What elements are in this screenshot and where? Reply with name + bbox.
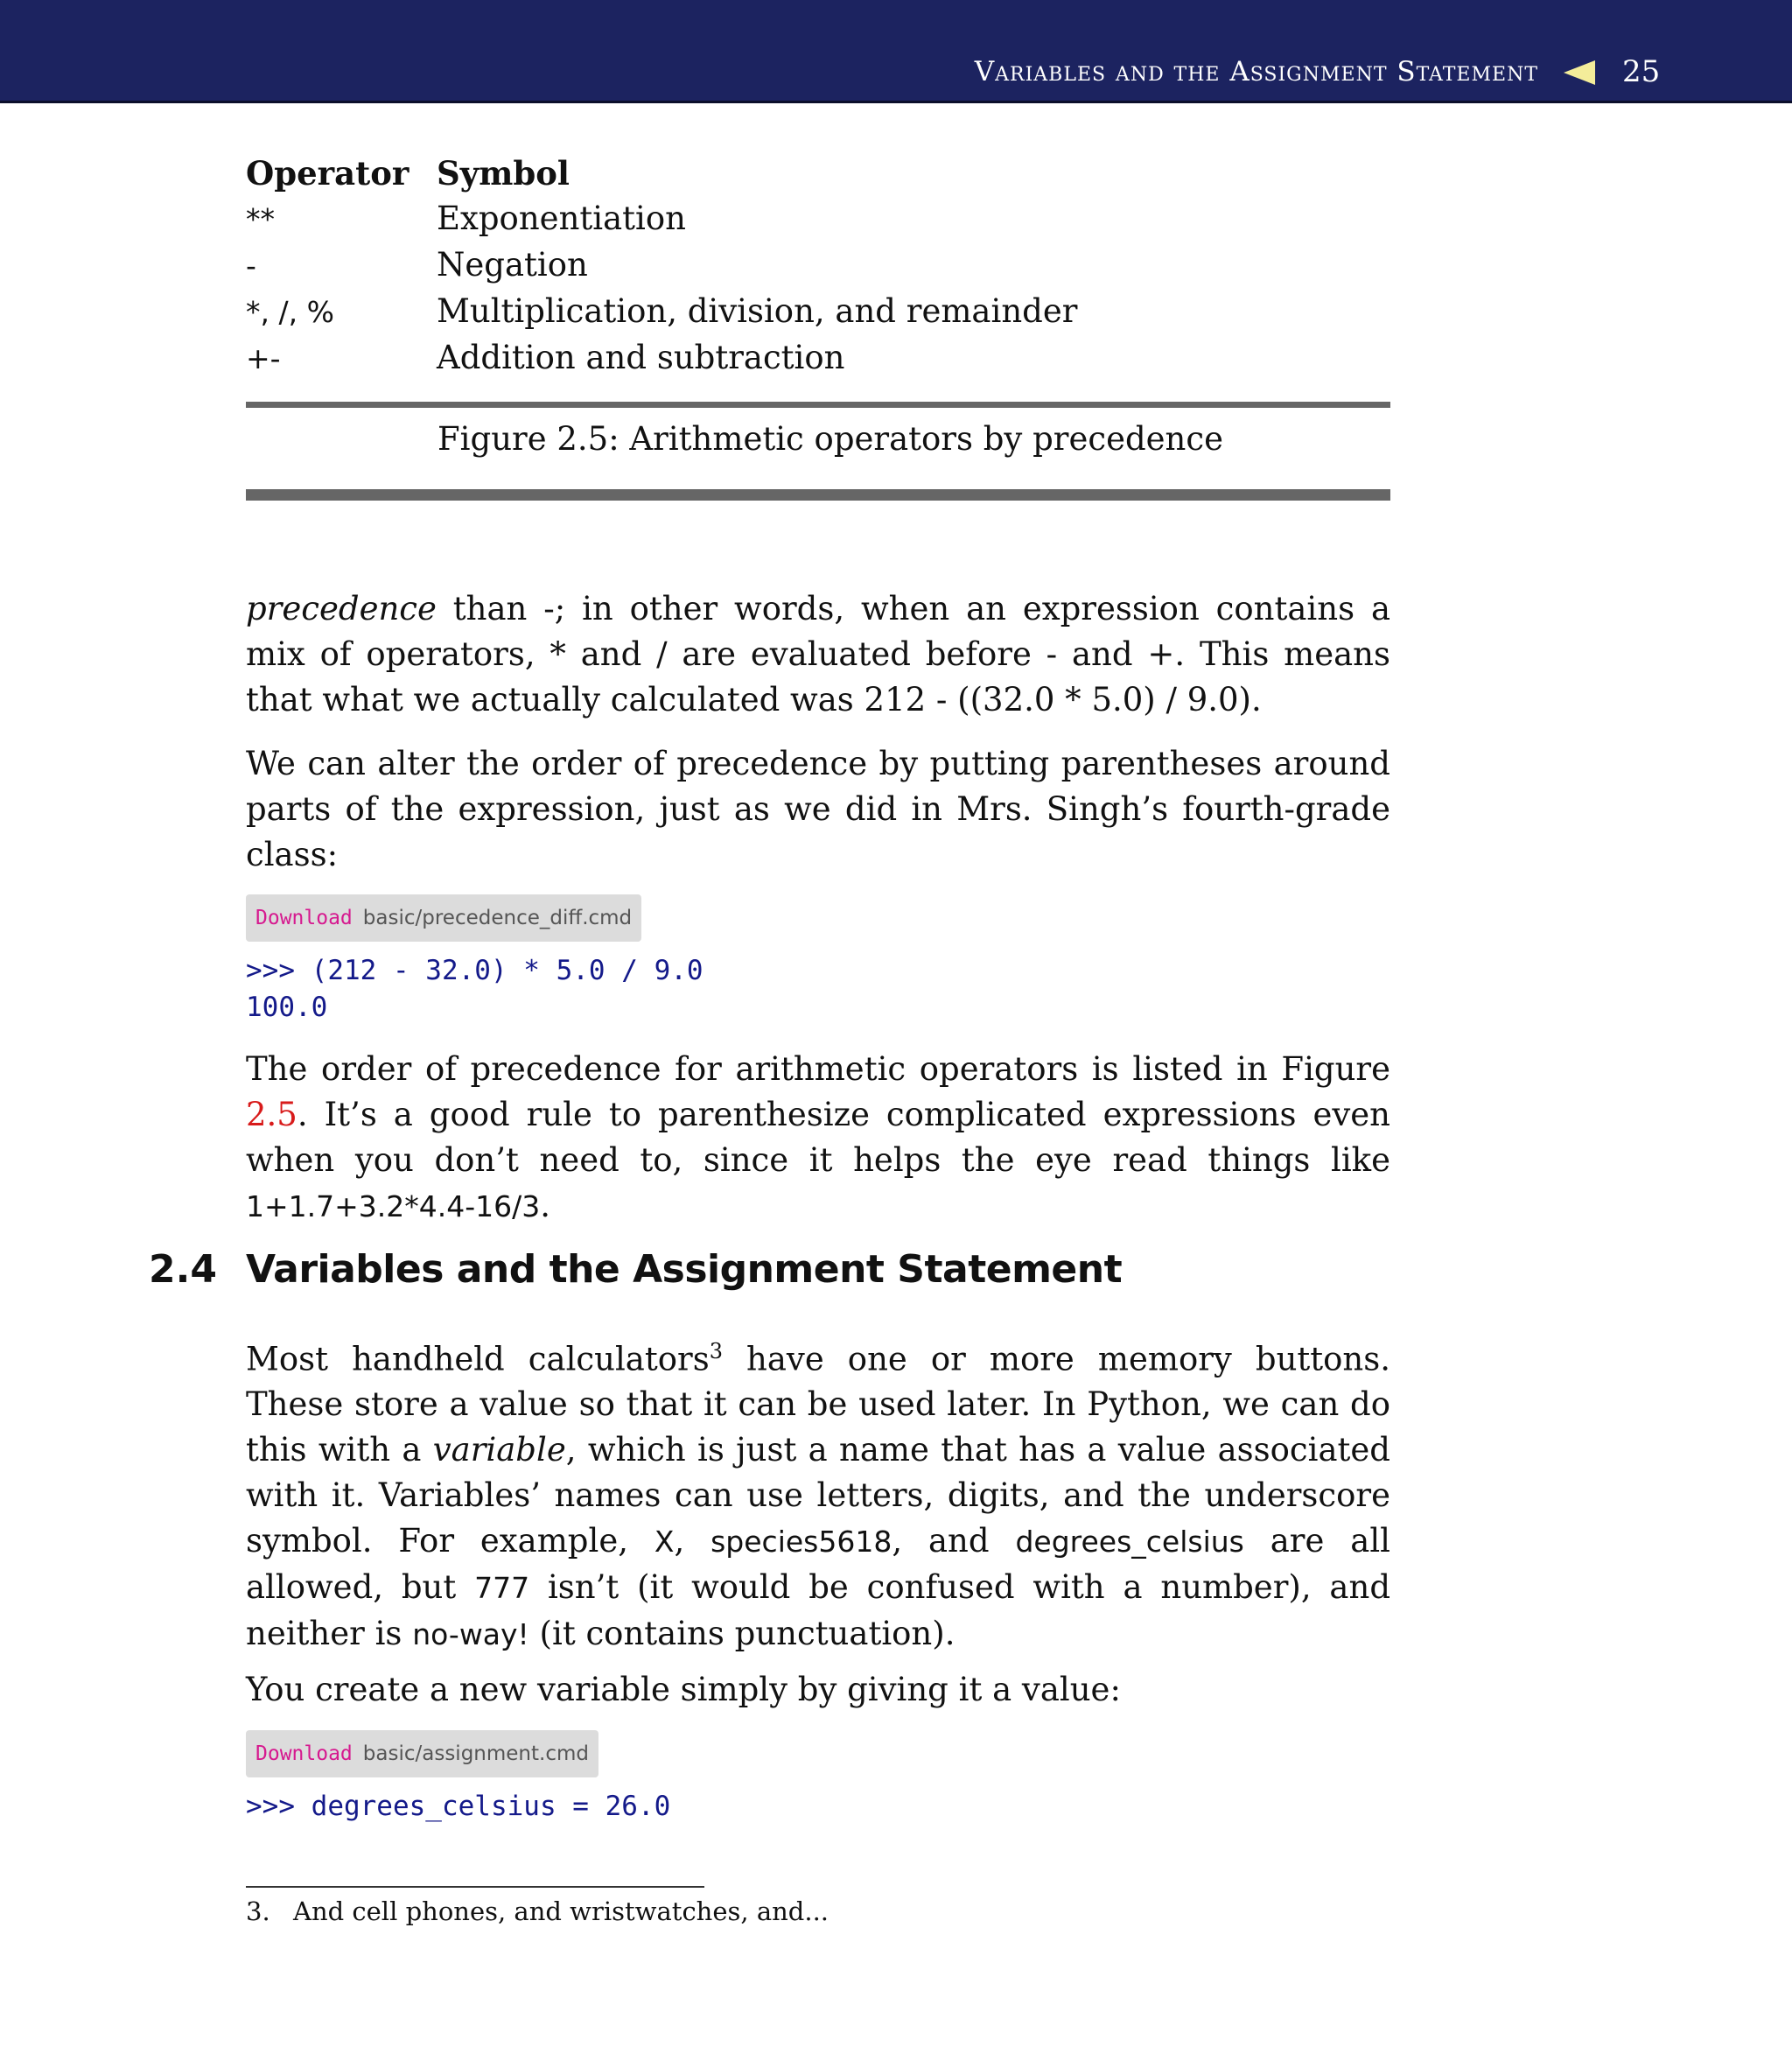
section-title: Variables and the Assignment Statement [246, 1247, 1123, 1292]
figure-bottom-rule [246, 489, 1390, 501]
page-number: 25 [1622, 54, 1661, 89]
paragraph-parentheses: We can alter the order of precedence by putting parentheses around parts of the expression, just as we did in Mrs. Singh’s fourth-grade class: [246, 745, 1390, 873]
paragraph-precedence [246, 586, 1390, 723]
running-title: Variables and the Assignment Statement [974, 56, 1538, 88]
symbol-cell: Multiplication, division, and remainder [437, 292, 1078, 330]
download-link-assignment[interactable] [246, 1730, 598, 1777]
operator-cell: ** [246, 202, 275, 236]
paragraph-text: than -; in other words, when an expression contains a mix of operators, * and / are evaluated before - and +. This means that what we actually calculated was 212 - ((32.0 * 5.0) / 9.0). [246, 590, 1390, 719]
inline-code: 777 [474, 1571, 530, 1606]
paragraph-text: . [540, 1187, 551, 1224]
column-header-operator: Operator [246, 154, 410, 193]
operator-cell: *, /, % [246, 295, 334, 329]
table-row [246, 335, 1077, 382]
inline-code: species5618 [710, 1525, 892, 1560]
download-link-precedence[interactable] [246, 894, 641, 942]
footnote [246, 1894, 829, 1929]
paragraph-text: are all allowed, but [246, 1522, 1390, 1607]
table-row [246, 242, 1077, 289]
emphasis-precedence: precedence [246, 590, 437, 627]
download-label[interactable]: Download [256, 1742, 353, 1765]
paragraph-text: isn’t (it would be confused with a number), and neither is [246, 1568, 1390, 1653]
symbol-cell: Negation [437, 246, 588, 284]
symbol-cell: Addition and subtraction [437, 339, 845, 376]
paragraph-text: , and [892, 1522, 1016, 1560]
previous-page-arrow-icon[interactable] [1564, 60, 1595, 85]
footnote-marker[interactable]: 3 [709, 1339, 723, 1363]
figure-top-rule [246, 402, 1390, 408]
figure-reference-link[interactable]: 2.5 [246, 1096, 298, 1133]
paragraph-text: (it contains punctuation). [528, 1615, 956, 1653]
paragraph-text: . It’s a good rule to parenthesize complicated expressions even when you don’t need to, since it helps the eye read things like [246, 1096, 1390, 1179]
inline-code: X [654, 1525, 675, 1560]
paragraph-text: , which is just a name that has a value associated with it. Variables’ names can use letters, digits, and the underscore symbol. For example, [246, 1431, 1390, 1560]
paragraph-text: The order of precedence for arithmetic operators is listed in Figure [246, 1050, 1390, 1088]
download-label[interactable]: Download [256, 907, 353, 929]
footnote-text: And cell phones, and wristwatches, and... [293, 1896, 830, 1926]
code-line: >>> degrees_celsius = 26.0 [246, 1791, 671, 1822]
download-path[interactable]: basic/precedence_diff.cmd [362, 907, 633, 929]
footnote-rule [246, 1886, 704, 1888]
precedence-table [246, 151, 1077, 382]
paragraph-text: have one or more memory buttons. These store a value so that it can be used later. In Python, we can do this with a [246, 1340, 1390, 1469]
emphasis-variable: variable [432, 1431, 566, 1469]
figure-caption: Figure 2.5: Arithmetic operators by precedence [438, 420, 1223, 458]
inline-code: no-way! [412, 1617, 529, 1652]
inline-code: degrees_celsius [1015, 1525, 1244, 1560]
header-bar [0, 0, 1792, 103]
column-header-symbol: Symbol [437, 154, 570, 193]
code-output: 100.0 [246, 992, 328, 1023]
operator-cell: +- [246, 341, 281, 375]
footnote-number: 3. [246, 1896, 270, 1926]
paragraph-text: , [674, 1522, 711, 1560]
table-header-row [246, 151, 1077, 196]
paragraph-order [246, 1047, 1390, 1230]
inline-code: 1+1.7+3.2*4.4-16/3 [246, 1189, 541, 1223]
symbol-cell: Exponentiation [437, 200, 686, 237]
table-row [246, 289, 1077, 335]
download-path[interactable]: basic/assignment.cmd [362, 1742, 589, 1765]
code-line: >>> (212 - 32.0) * 5.0 / 9.0 [246, 955, 704, 986]
section-number: 2.4 [149, 1247, 217, 1292]
table-row [246, 196, 1077, 242]
paragraph-variables [246, 1328, 1390, 1658]
paragraph-create-variable: You create a new variable simply by giving it a value: [246, 1671, 1121, 1708]
paragraph-text: Most handheld calculators [246, 1340, 710, 1378]
operator-cell: - [246, 249, 256, 283]
